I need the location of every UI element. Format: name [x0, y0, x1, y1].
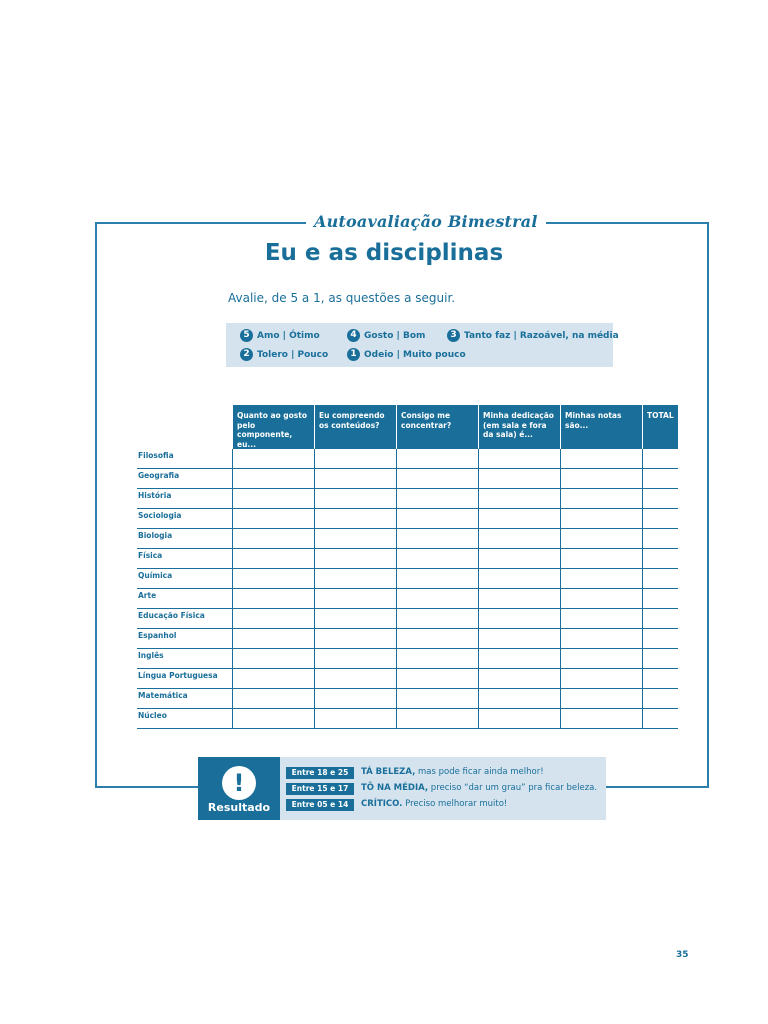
number-5-icon: 5: [240, 329, 253, 342]
result-label: Resultado: [207, 801, 271, 814]
legend-item-2: [240, 348, 328, 361]
rating-cell[interactable]: [233, 489, 315, 509]
rating-cell[interactable]: [397, 589, 479, 609]
rating-cell[interactable]: [479, 589, 561, 609]
rating-cell[interactable]: [479, 549, 561, 569]
exclamation-icon: !: [222, 766, 256, 800]
rating-cell[interactable]: [233, 649, 315, 669]
rating-cell[interactable]: [561, 649, 643, 669]
table-row: [137, 669, 678, 689]
table-row: [137, 509, 678, 529]
range-badge: Entre 15 e 17: [286, 783, 354, 795]
page-title: Eu e as disciplinas: [264, 240, 504, 266]
column-header: Consigo me concentrar?: [397, 405, 479, 449]
column-header: Minhas notas são...: [561, 405, 643, 449]
rating-cell[interactable]: [397, 509, 479, 529]
rating-cell[interactable]: [561, 689, 643, 709]
rating-cell[interactable]: [479, 669, 561, 689]
legend-label: Tanto faz | Razoável, na média: [464, 330, 619, 341]
column-header: Minha dedicação (em sala e fora da sala) é...: [479, 405, 561, 449]
rating-cell[interactable]: [315, 669, 397, 689]
rating-cell[interactable]: [233, 689, 315, 709]
instruction-text: Avalie, de 5 a 1, as questões a seguir.: [228, 291, 456, 305]
rating-cell[interactable]: [233, 569, 315, 589]
rating-cell[interactable]: [643, 609, 679, 629]
subject-label: Biologia: [137, 529, 233, 549]
subject-label: Química: [137, 569, 233, 589]
rating-cell[interactable]: [561, 529, 643, 549]
rating-cell[interactable]: [233, 589, 315, 609]
table-row: [137, 589, 678, 609]
rating-cell[interactable]: [233, 449, 315, 469]
number-1-icon: 1: [347, 348, 360, 361]
range-description: mas pode ficar ainda melhor!: [415, 767, 544, 777]
number-2-icon: 2: [240, 348, 253, 361]
table-row: [137, 609, 678, 629]
rating-cell[interactable]: [561, 469, 643, 489]
rating-cell[interactable]: [315, 569, 397, 589]
rating-cell[interactable]: [315, 489, 397, 509]
rating-cell[interactable]: [561, 489, 643, 509]
rating-cell[interactable]: [643, 669, 679, 689]
number-3-icon: 3: [447, 329, 460, 342]
rating-cell[interactable]: [479, 449, 561, 469]
rating-cell[interactable]: [397, 689, 479, 709]
subject-label: Núcleo: [137, 709, 233, 729]
rating-cell[interactable]: [479, 689, 561, 709]
rating-cell[interactable]: [479, 569, 561, 589]
rating-cell[interactable]: [397, 629, 479, 649]
legend-label: Odeio | Muito pouco: [364, 349, 466, 360]
rating-cell[interactable]: [397, 469, 479, 489]
rating-cell[interactable]: [643, 549, 679, 569]
rating-cell[interactable]: [233, 709, 315, 729]
rating-cell[interactable]: [561, 449, 643, 469]
table-row: [137, 469, 678, 489]
rating-cell[interactable]: [643, 529, 679, 549]
range-description: preciso “dar um grau” pra ficar beleza.: [428, 783, 598, 793]
rating-cell[interactable]: [315, 529, 397, 549]
evaluation-table: [137, 405, 678, 729]
range-headline: TÔ NA MÉDIA,: [361, 783, 429, 793]
legend-label: Tolero | Pouco: [257, 349, 329, 360]
rating-cell[interactable]: [643, 589, 679, 609]
column-header: Eu compreendo os conteúdos?: [315, 405, 397, 449]
table-row: [137, 449, 678, 469]
rating-cell[interactable]: [643, 449, 679, 469]
rating-cell[interactable]: [643, 689, 679, 709]
rating-cell[interactable]: [315, 509, 397, 529]
rating-cell[interactable]: [643, 709, 679, 729]
rating-cell[interactable]: [397, 569, 479, 589]
rating-cell[interactable]: [561, 709, 643, 729]
rating-cell[interactable]: [479, 469, 561, 489]
column-header: TOTAL: [643, 405, 679, 449]
rating-cell[interactable]: [233, 669, 315, 689]
header-blank: [137, 405, 233, 449]
range-text: [361, 783, 597, 793]
table-row: [137, 549, 678, 569]
subject-label: Geografia: [137, 469, 233, 489]
table-row: [137, 489, 678, 509]
range-text: [361, 799, 507, 809]
range-description: Preciso melhorar muito!: [402, 799, 508, 809]
rating-cell[interactable]: [315, 469, 397, 489]
range-badge: Entre 18 e 25: [286, 767, 354, 779]
table-row: [137, 629, 678, 649]
rating-cell[interactable]: [233, 529, 315, 549]
subject-label: Física: [137, 549, 233, 569]
rating-cell[interactable]: [315, 549, 397, 569]
rating-cell[interactable]: [643, 629, 679, 649]
rating-cell[interactable]: [233, 469, 315, 489]
rating-cell[interactable]: [397, 709, 479, 729]
subject-label: Sociologia: [137, 509, 233, 529]
rating-cell[interactable]: [397, 669, 479, 689]
subject-label: Filosofia: [137, 449, 233, 469]
legend-item-5: [240, 329, 320, 342]
subject-label: História: [137, 489, 233, 509]
rating-cell[interactable]: [315, 589, 397, 609]
rating-cell[interactable]: [315, 449, 397, 469]
range-text: [361, 767, 544, 777]
rating-cell[interactable]: [233, 629, 315, 649]
rating-cell[interactable]: [643, 469, 679, 489]
rating-cell[interactable]: [397, 489, 479, 509]
rating-cell[interactable]: [233, 509, 315, 529]
rating-cell[interactable]: [561, 609, 643, 629]
rating-cell[interactable]: [643, 569, 679, 589]
legend-item-4: [347, 329, 425, 342]
rating-cell[interactable]: [315, 649, 397, 669]
subject-label: Espanhol: [137, 629, 233, 649]
rating-cell[interactable]: [561, 549, 643, 569]
rating-cell[interactable]: [397, 609, 479, 629]
legend-item-1: [347, 348, 466, 361]
rating-cell[interactable]: [643, 489, 679, 509]
legend-item-3: [447, 329, 619, 342]
rating-cell[interactable]: [479, 709, 561, 729]
subject-label: Educação Física: [137, 609, 233, 629]
legend-label: Gosto | Bom: [364, 330, 426, 341]
rating-cell[interactable]: [315, 709, 397, 729]
table-header-row: [137, 405, 678, 449]
rating-cell[interactable]: [397, 549, 479, 569]
rating-cell[interactable]: [315, 609, 397, 629]
rating-cell[interactable]: [479, 509, 561, 529]
rating-cell[interactable]: [233, 609, 315, 629]
table-row: [137, 569, 678, 589]
rating-cell[interactable]: [397, 449, 479, 469]
number-4-icon: 4: [347, 329, 360, 342]
rating-cell[interactable]: [561, 669, 643, 689]
table-row: [137, 709, 678, 729]
rating-legend: [226, 323, 619, 367]
rating-cell[interactable]: [561, 629, 643, 649]
rating-cell[interactable]: [233, 549, 315, 569]
rating-cell[interactable]: [479, 629, 561, 649]
table-row: [137, 529, 678, 549]
rating-cell[interactable]: [561, 569, 643, 589]
subject-label: Língua Portuguesa: [137, 669, 233, 689]
page-number: 35: [676, 950, 689, 960]
subject-label: Matemática: [137, 689, 233, 709]
rating-cell[interactable]: [315, 689, 397, 709]
range-headline: CRÍTICO.: [361, 799, 403, 809]
column-header: Quanto ao gosto pelo componente, eu...: [233, 405, 315, 449]
range-badge: Entre 05 e 14: [286, 799, 354, 811]
rating-cell[interactable]: [561, 509, 643, 529]
table-row: [137, 649, 678, 669]
subject-label: Inglês: [137, 649, 233, 669]
rating-cell[interactable]: [479, 609, 561, 629]
rating-cell[interactable]: [397, 529, 479, 549]
rating-cell[interactable]: [479, 649, 561, 669]
rating-cell[interactable]: [479, 529, 561, 549]
rating-cell[interactable]: [479, 489, 561, 509]
range-headline: TÁ BELEZA,: [361, 767, 416, 777]
rating-cell[interactable]: [397, 649, 479, 669]
table-row: [137, 689, 678, 709]
legend-label: Amo | Ótimo: [257, 330, 320, 341]
subject-label: Arte: [137, 589, 233, 609]
rating-cell[interactable]: [643, 509, 679, 529]
rating-cell[interactable]: [643, 649, 679, 669]
rating-cell[interactable]: [561, 589, 643, 609]
rating-cell[interactable]: [315, 629, 397, 649]
section-label: Autoavaliação Bimestral: [306, 212, 546, 231]
